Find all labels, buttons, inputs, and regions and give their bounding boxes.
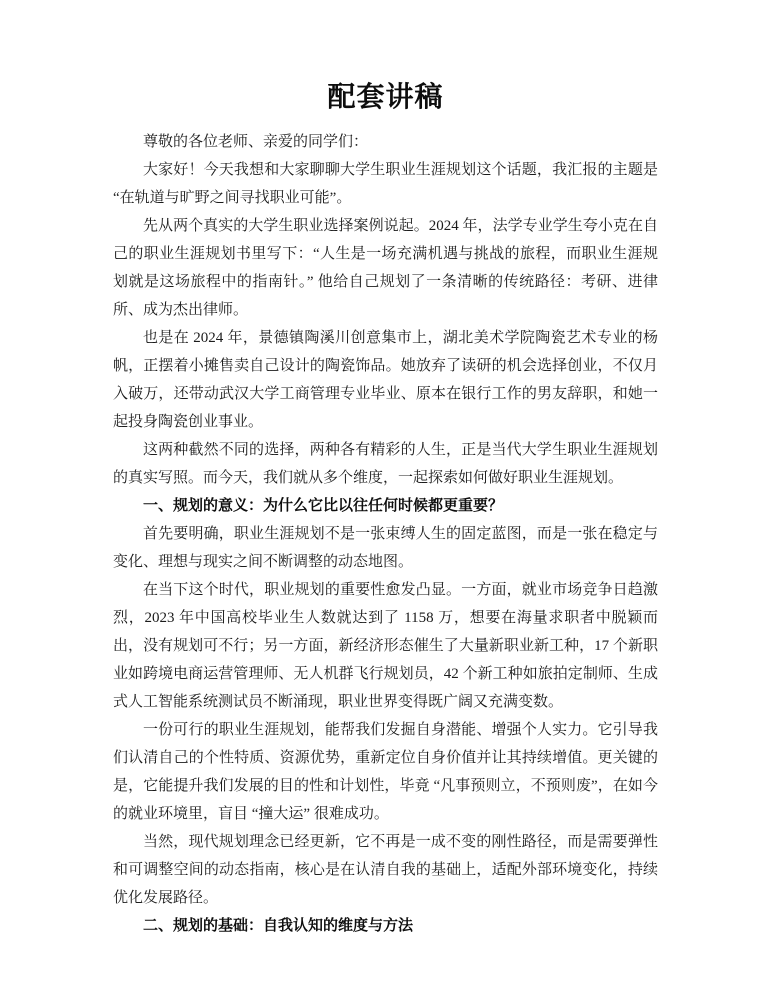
document-body (113, 128, 658, 940)
document-title: 配套讲稿 (327, 82, 444, 113)
paragraph: 尊敬的各位老师、亲爱的同学们： (143, 134, 369, 150)
paragraph: 大家好！今天我想和大家聊聊大学生职业生涯规划这个话题，我汇报的主题是 “在轨道与旷野之间寻找职业可能”。 (113, 162, 658, 206)
paragraph: 先从两个真实的大学生职业选择案例说起。2024 年，法学专业学生夸小克在自己的职业生涯规划书里写下：“人生是一场充满机遇与挑战的旅程，而职业生涯规划就是这场旅程中的指南针。” 他给自己规划了一条清晰的传统路径：考研、进律所、成为杰出律师。 (113, 218, 658, 318)
paragraph: 在当下这个时代，职业规划的重要性愈发凸显。一方面，就业市场竞争日趋激烈，2023 年中国高校毕业生人数就达到了 1158 万，想要在海量求职者中脱颖而出，没有规划可不行；另一方面，新经济形态催生了大量新职业新工种，17 个新职业如跨境电商运营管理师、无人机群飞行规划员，42 个新工种如旅拍定制师、生成式人工智能系统测试员不断涌现，职业世界变得既广阔又充满变数。 (113, 582, 658, 710)
paragraph: 这两种截然不同的选择，两种各有精彩的人生，正是当代大学生职业生涯规划的真实写照。而今天，我们就从多个维度，一起探索如何做好职业生涯规划。 (113, 442, 658, 486)
section-heading: 二、规划的基础：自我认知的维度与方法 (143, 918, 414, 934)
paragraph: 一份可行的职业生涯规划，能帮我们发掘自身潜能、增强个人实力。它引导我们认清自己的个性特质、资源优势，重新定位自身价值并让其持续增值。更关键的是，它能提升我们发展的目的性和计划性，毕竟 “凡事预则立，不预则废”，在如今的就业环境里，盲目 “撞大运” 很难成功。 (113, 722, 658, 822)
paragraph: 首先要明确，职业生涯规划不是一张束缚人生的固定蓝图，而是一张在稳定与变化、理想与现实之间不断调整的动态地图。 (113, 526, 658, 570)
paragraph: 当然，现代规划理念已经更新，它不再是一成不变的刚性路径，而是需要弹性和可调整空间的动态指南，核心是在认清自我的基础上，适配外部环境变化，持续优化发展路径。 (113, 834, 658, 906)
section-heading: 一、规划的意义：为什么它比以往任何时候都更重要？ (143, 498, 504, 514)
paragraph: 也是在 2024 年，景德镇陶溪川创意集市上，湖北美术学院陶瓷艺术专业的杨帆，正摆着小摊售卖自己设计的陶瓷饰品。她放弃了读研的机会选择创业，不仅月入破万，还带动武汉大学工商管理专业毕业、原本在银行工作的男友辞职，和她一起投身陶瓷创业事业。 (113, 330, 658, 430)
